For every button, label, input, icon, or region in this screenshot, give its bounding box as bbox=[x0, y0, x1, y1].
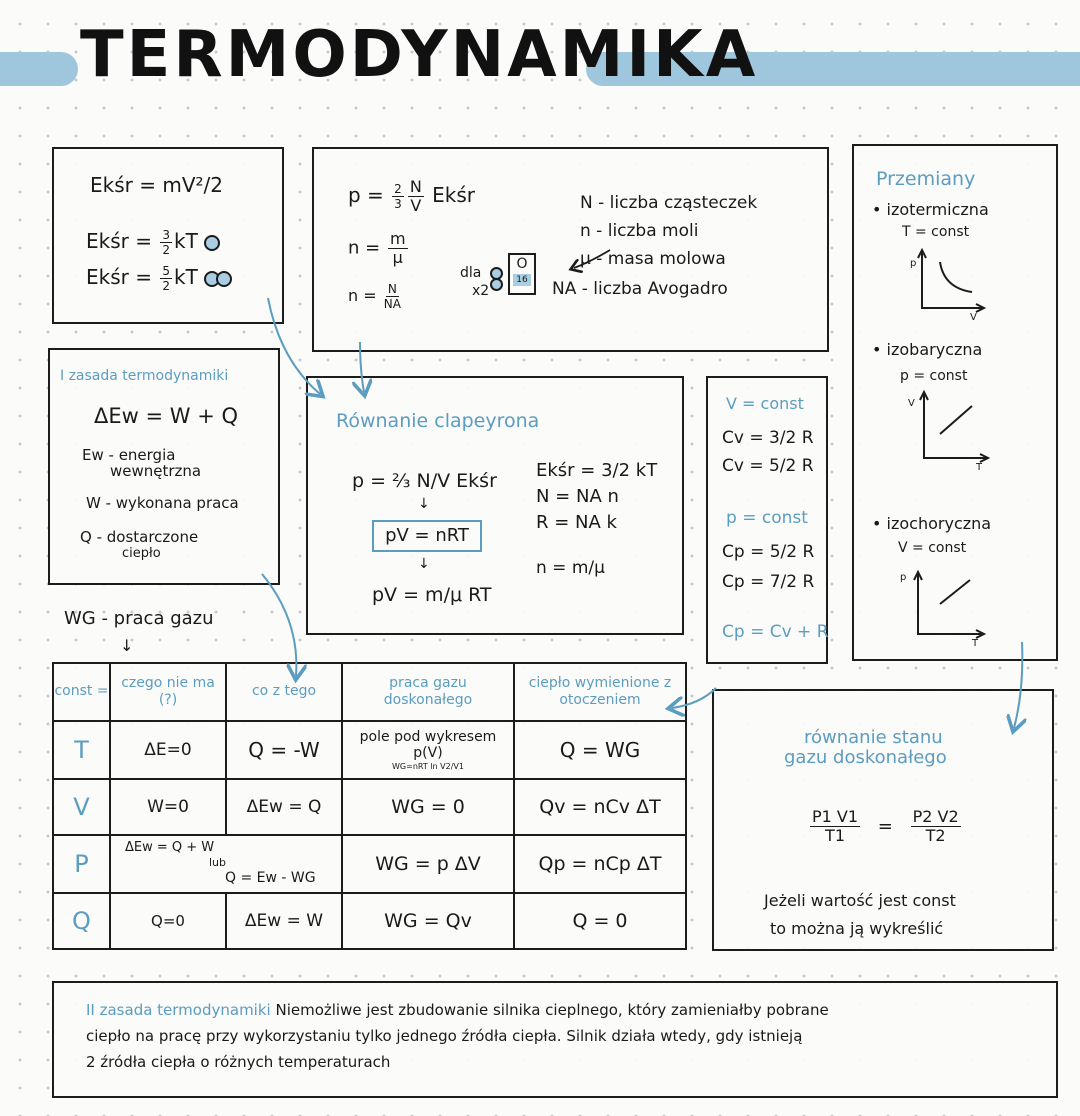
isochoric-chart bbox=[914, 572, 984, 638]
equals-sign: = bbox=[877, 815, 893, 837]
formula-lhs: p = bbox=[348, 183, 391, 207]
header-missing: czego nie ma (?) bbox=[110, 663, 226, 721]
frac-den: μ bbox=[392, 248, 403, 267]
frac-den: 2 bbox=[162, 243, 170, 257]
element-symbol: O bbox=[516, 256, 528, 272]
formula-lhs: Ekśr = bbox=[86, 265, 159, 289]
element-mass: 16 bbox=[513, 274, 531, 286]
frac-den: T2 bbox=[925, 826, 946, 845]
header-heat: ciepło wymienione z otoczeniem bbox=[514, 663, 686, 721]
arrow-processes-to-ideal-gas bbox=[1014, 642, 1022, 728]
cell-line: ΔEw = Q + W bbox=[125, 840, 215, 855]
first-law-heading: I zasada termodynamiki bbox=[60, 368, 229, 384]
clapeyron-p-formula: p = ⅔ N/V Ekśr bbox=[352, 470, 497, 492]
frac-den: 3 bbox=[394, 197, 402, 211]
frac-den: T1 bbox=[825, 826, 845, 845]
ideal-gas-heading-2: gazu doskonałego bbox=[784, 747, 947, 768]
formula-lhs: Ekśr = bbox=[86, 229, 159, 253]
isotherm-curve bbox=[940, 262, 972, 292]
frac-num: N bbox=[387, 282, 397, 296]
legend-energy-2: wewnętrzna bbox=[110, 462, 202, 480]
clapeyron-right-1: Ekśr = 3/2 kT bbox=[536, 460, 658, 481]
row-label: Q bbox=[53, 893, 110, 949]
arrow-heat-capacity-to-table bbox=[672, 688, 716, 708]
legend-item-avogadro: NA - liczba Avogadro bbox=[552, 279, 728, 299]
legend-item-moles: n - liczba moli bbox=[580, 221, 699, 241]
cv-monatomic: Cv = 3/2 R bbox=[722, 428, 814, 448]
isothermal-chart bbox=[918, 250, 984, 312]
chart-axes bbox=[922, 252, 982, 308]
clapeyron-right-3: R = NA k bbox=[536, 512, 617, 533]
cell: WG = p ΔV bbox=[342, 835, 514, 893]
gas-work-note: WG - praca gazu bbox=[64, 608, 214, 629]
chart-ylabel: p bbox=[910, 258, 917, 269]
chart-xlabel: T bbox=[976, 462, 983, 473]
cell: Qv = nCv ΔT bbox=[514, 779, 686, 835]
cell: Qp = nCp ΔT bbox=[514, 835, 686, 893]
ideal-gas-heading-1: równanie stanu bbox=[804, 727, 943, 748]
arrow-first-law-to-table bbox=[262, 574, 296, 676]
frac-num: N bbox=[409, 177, 422, 196]
clapeyron-right-2: N = NA n bbox=[536, 486, 619, 507]
chart-arrowheads bbox=[920, 392, 988, 462]
chart-xlabel: T bbox=[972, 638, 979, 649]
formula-lhs: n = bbox=[348, 286, 382, 305]
processes-heading: Przemiany bbox=[876, 168, 976, 190]
process-isobaric-cond: p = const bbox=[900, 368, 968, 384]
frac-num: P2 V2 bbox=[912, 807, 959, 826]
cell-text: pole pod wykresem p(V) bbox=[359, 729, 497, 762]
arrow-down-2: ↓ bbox=[418, 556, 430, 572]
legend-energy: Ew - energia bbox=[82, 446, 176, 464]
row-label: V bbox=[53, 779, 110, 835]
cell: WG = Qv bbox=[342, 893, 514, 949]
process-isochoric-cond: V = const bbox=[898, 540, 967, 556]
dla-label: dla bbox=[460, 265, 482, 281]
energy-formula-1: Ekśr = mV²/2 bbox=[90, 173, 223, 197]
second-law-line-2: ciepło na pracę przy wykorzystaniu tylko jednego źródła ciepła. Silnik działa wtedy, gdy istnieją bbox=[86, 1027, 803, 1045]
arrow-down-3: ↓ bbox=[120, 636, 134, 655]
process-isothermal-name: • izotermiczna bbox=[872, 200, 989, 219]
frac-den: V bbox=[410, 196, 422, 215]
cell-line: lub bbox=[209, 856, 227, 869]
clapeyron-heading: Równanie clapeyrona bbox=[336, 410, 540, 432]
process-name: izobaryczna bbox=[886, 340, 983, 359]
cell: Q = WG bbox=[514, 721, 686, 779]
isochore-line bbox=[940, 580, 970, 604]
header-result: co z tego bbox=[226, 663, 342, 721]
cell-line: Q = Ew - WG bbox=[225, 870, 316, 886]
cell: ΔEw = W bbox=[226, 893, 342, 949]
second-law-text: Niemożliwe jest zbudowanie silnika cieplnego, który zamieniałby pobrane bbox=[275, 1001, 829, 1019]
legend-heat: Q - dostarczone bbox=[80, 528, 199, 546]
cp-monatomic: Cp = 5/2 R bbox=[722, 542, 815, 562]
arrow-pressure-to-clapeyron bbox=[360, 342, 364, 392]
cell: Q = 0 bbox=[514, 893, 686, 949]
chart-axes bbox=[924, 394, 986, 458]
frac-den: NA bbox=[383, 297, 401, 311]
first-law-formula: ΔEw = W + Q bbox=[94, 404, 238, 428]
process-isochoric-name: • izochoryczna bbox=[872, 514, 992, 533]
legend-item-particles: N - liczba cząsteczek bbox=[580, 193, 758, 213]
process-name: izochoryczna bbox=[886, 514, 992, 533]
process-isothermal-cond: T = const bbox=[902, 224, 970, 240]
arrow-oxygen-pointer bbox=[574, 250, 610, 268]
clapeyron-pv-formula: pV = m/μ RT bbox=[372, 584, 492, 606]
cell: Q=0 bbox=[110, 893, 226, 949]
legend-work: W - wykonana praca bbox=[86, 494, 239, 512]
chart-arrowheads bbox=[914, 572, 984, 638]
frac-den: 2 bbox=[162, 279, 170, 293]
chart-ylabel: V bbox=[908, 398, 915, 409]
process-isobaric-name: • izobaryczna bbox=[872, 340, 983, 359]
clapeyron-n-formula: n = m/μ bbox=[536, 558, 605, 578]
frac-num: 3 bbox=[162, 228, 170, 242]
arrow-energy-to-clapeyron bbox=[268, 298, 320, 394]
chart-axes bbox=[918, 574, 982, 634]
second-law-line-3: 2 źródła ciepła o różnych temperaturach bbox=[86, 1053, 391, 1071]
p-const-heading: p = const bbox=[726, 508, 808, 528]
header-work: praca gazu doskonałego bbox=[342, 663, 514, 721]
cv-diatomic: Cv = 5/2 R bbox=[722, 456, 814, 476]
legend-item-molar-mass: μ - masa molowa bbox=[580, 249, 726, 269]
chart-xlabel: V bbox=[970, 312, 977, 323]
header-const: const = bbox=[53, 663, 110, 721]
frac-num: m bbox=[389, 229, 406, 248]
formula-rhs: Ekśr bbox=[432, 183, 476, 207]
x2-label: x2 bbox=[472, 283, 490, 299]
isobaric-chart bbox=[920, 392, 988, 462]
formula-rhs: kT bbox=[173, 229, 198, 253]
cell: WG = 0 bbox=[342, 779, 514, 835]
cell: ΔE=0 bbox=[110, 721, 226, 779]
row-label: T bbox=[53, 721, 110, 779]
chart-ylabel: p bbox=[900, 572, 907, 583]
cell: W=0 bbox=[110, 779, 226, 835]
arrow-down-1: ↓ bbox=[418, 496, 430, 512]
v-const-heading: V = const bbox=[726, 394, 804, 413]
frac-num: 2 bbox=[394, 182, 402, 196]
second-law-heading: II zasada termodynamiki bbox=[86, 1001, 271, 1019]
isobar-line bbox=[940, 406, 972, 434]
cell-subtext: WG=nRT ln V2/V1 bbox=[392, 761, 464, 771]
legend-heat-2: ciepło bbox=[122, 546, 161, 561]
ideal-gas-note-2: to można ją wykreślić bbox=[770, 919, 944, 938]
page-title: TERMODYNAMIKA bbox=[80, 18, 759, 92]
cp-diatomic: Cp = 7/2 R bbox=[722, 572, 815, 592]
cell: Q = -W bbox=[226, 721, 342, 779]
clapeyron-boxed-formula: pV = nRT bbox=[372, 520, 482, 552]
process-name: izotermiczna bbox=[886, 200, 989, 219]
frac-num: 5 bbox=[162, 264, 170, 278]
cell: ΔEw = Q bbox=[226, 779, 342, 835]
formula-lhs: n = bbox=[348, 237, 386, 259]
ideal-gas-note-1: Jeżeli wartość jest const bbox=[764, 891, 956, 910]
chart-arrowheads bbox=[918, 250, 984, 312]
row-label: P bbox=[53, 835, 110, 893]
mayer-relation: Cp = Cv + R bbox=[722, 622, 829, 642]
formula-rhs: kT bbox=[173, 265, 198, 289]
frac-num: P1 V1 bbox=[812, 807, 859, 826]
